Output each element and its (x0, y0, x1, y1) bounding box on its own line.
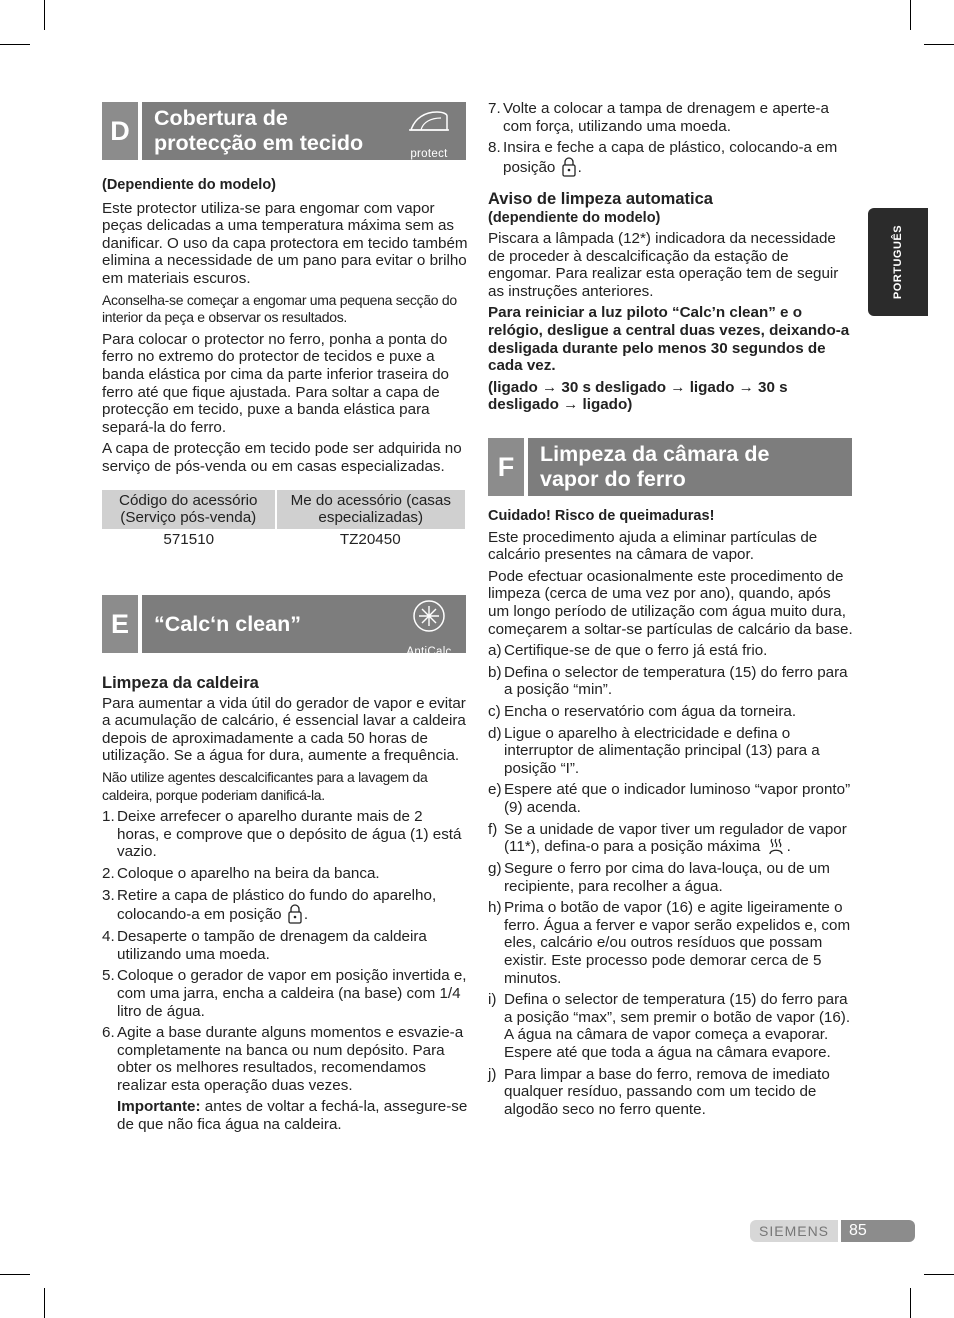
crop-mark (910, 1288, 911, 1318)
paragraph: Para colocar o protector no ferro, ponha a ponta do ferro no extremo do protector de tecidos e puxe a banda elástica por cima da parte inferior traseira do ferro até que fique ajustada. Para soltar a capa de protecção em tecido, puxe a banda elástica para separá-la do ferro. (102, 330, 449, 436)
paragraph: Este protector utiliza-se para engomar com vapor peças delicadas a uma temperatura máxima sem as danificar. O uso da capa protectora em tecido também elimina a necessidade de um pano para evitar o brilho em materiais escuros. (102, 199, 468, 287)
section-title (528, 438, 852, 496)
important-label: Importante: (117, 1098, 201, 1116)
list-item: b) Defina o selector de temperatura (15) do ferro para a posição “min”. (488, 663, 848, 699)
table-cell: 571510 (163, 530, 215, 548)
list-item: f) Se a unidade de vapor tiver um regulador de vapor (11*), defina-o para a posição máxima . (488, 820, 847, 856)
lock-icon (562, 157, 576, 177)
left-column (102, 177, 468, 550)
brand-label: SIEMENS (750, 1220, 838, 1242)
anticalc-icon (411, 598, 447, 634)
list-item: 8. Insira e feche a capa de plástico, colocando-a em posição . (488, 139, 838, 176)
list-item: c) Encha o reservatório com água da torneira. (488, 702, 797, 720)
right-column (488, 100, 854, 418)
list-item: j) Para limpar a base do ferro, remova de imediato qualquer resíduo, passando com um tecido de algodão seco no ferro quente. (488, 1065, 830, 1118)
page-footer (750, 1220, 915, 1242)
list-item: 3. Retire a capa de plástico do fundo do aparelho, colocando-a em posição . (102, 886, 437, 924)
lock-icon (288, 904, 302, 924)
list-item: i) Defina o selector de temperatura (15) do ferro para a posição “max”, sem premir o botão de vapor (16). A água na câmara de vapor começa a evaporar. Espere até que toda a água na câmara evapore. (488, 991, 851, 1062)
crop-mark (924, 44, 954, 45)
section-title-line1: Limpeza da câmara de (540, 442, 770, 466)
subheading: Limpeza da caldeira (102, 674, 259, 692)
right-column-lower (488, 508, 854, 1122)
paragraph: Aconselha-se começar a engomar uma pequena secção do interior da peça e observar os resultados. (102, 291, 457, 326)
page-number: 85 (841, 1220, 915, 1242)
protect-badge (402, 108, 456, 167)
steps-list-continued (488, 100, 854, 177)
crop-mark (0, 1274, 30, 1275)
section-title-line2: vapor do ferro (540, 467, 686, 491)
crop-mark (924, 1274, 954, 1275)
steps-list (488, 642, 854, 1118)
anticalc-badge (402, 598, 456, 665)
section-e-header (102, 595, 466, 658)
table-header: Me do acessório (casas especializadas) (276, 490, 465, 529)
section-letter: E (102, 595, 138, 653)
paragraph: (ligado → 30 s desligado → ligado → 30 s desligado → ligado) (488, 378, 788, 414)
list-item: d) Ligue o aparelho à electricidade e defina o interruptor de alimentação principal (13) para a posição “I”. (488, 724, 820, 777)
section-letter: D (102, 102, 138, 160)
list-item: g) Segure o ferro por cima do lava-louça, ou de um recipiente, para recolher a água. (488, 860, 830, 895)
model-note: (Dependiente do modelo) (102, 177, 276, 193)
model-note: (dependiente do modelo) (488, 210, 661, 227)
section-f-header (488, 438, 852, 496)
paragraph: Para reiniciar a luz piloto “Calc’n clean” e o relógio, desligue a central duas vezes, deixando-a desligada durante pelo menos 30 segundos de cada vez. (488, 304, 850, 375)
list-item: 7. Volte a colocar a tampa de drenagem e aperte-a com força, utilizando uma moeda. (488, 100, 829, 135)
steam-icon (767, 838, 785, 856)
paragraph: Para aumentar a vida útil do gerador de vapor e evitar a acumulação de calcário, é essencial lavar a caldeira depois de aproximadamente a cada 50 horas de utilização. Se a água for dura, aumente a frequência. (102, 694, 466, 765)
section-title-text: “Calc‘n clean” (154, 611, 301, 636)
list-item: h) Prima o botão de vapor (16) e agite ligeiramente o ferro. Água a ferver e vapor serão expelidos e, com eles, calcário e/ou outros resíduos que possam existir. Este processo pode demorar cerca de 5 minutos. (488, 899, 851, 987)
paragraph: Não utilize agentes descalcificantes para a lavagem da caldeira, porque poderiam danificá-la. (102, 768, 428, 803)
list-item: 4. Desaperte o tampão de drenagem da caldeira utilizando uma moeda. (102, 928, 427, 963)
important-text: antes de voltar a fechá-la, assegure-se de que não fica água na caldeira. (117, 1098, 468, 1134)
crop-mark (44, 1288, 45, 1318)
language-tab-label: PORTUGUÊS (892, 224, 904, 300)
table-header: Código do acessório (Serviço pós-venda) (102, 490, 276, 529)
list-item: e) Espere até que o indicador luminoso “vapor pronto” (9) acenda. (488, 781, 851, 816)
iron-icon (407, 108, 451, 134)
section-title (142, 595, 466, 658)
left-column-lower (102, 675, 468, 1138)
section-letter: F (488, 438, 524, 496)
section-title-line2: protecção em tecido (154, 131, 364, 155)
anticalc-label: AntiCalc (406, 646, 452, 658)
section-d-header (102, 102, 466, 160)
paragraph: Este procedimento ajuda a eliminar partículas de calcário presentes na câmara de vapor. (488, 528, 818, 564)
crop-mark (44, 0, 45, 30)
paragraph: Piscara a lâmpada (12*) indicadora da necessidade de proceder à descalcificação da estação de engomar. Para realizar esta operação tem de seguir as instruções anteriores. (488, 229, 839, 300)
accessory-table (102, 490, 465, 551)
steps-list (102, 808, 468, 1134)
protect-label: protect (410, 148, 448, 160)
list-item: 5. Coloque o gerador de vapor em posição invertida e, com uma jarra, encha a caldeira (na base) com 1/4 litro de água. (102, 967, 467, 1020)
crop-mark (910, 0, 911, 30)
list-item: 1. Deixe arrefecer o aparelho durante mais de 2 horas, e comprove que o depósito de água (1) está vazio. (102, 808, 462, 861)
paragraph: Pode efectuar ocasionalmente este procedimento de limpeza (cerca de uma vez por ano), quando, após um longo período de utilização com água muito dura, começarem a soltar-se partículas de calcário da base. (488, 567, 853, 638)
crop-mark (0, 44, 30, 45)
section-title (142, 102, 466, 160)
table-cell: TZ20450 (339, 530, 401, 548)
list-item: 6. Agite a base durante alguns momentos e esvazie-a completamente na banca ou num depósito. Para obter os melhores resultados, recomendamos realizar esta operação duas vezes. Importante: antes de voltar a fechá-la, assegure-se de que não fica água na caldeira. (102, 1024, 468, 1134)
warning-text: Cuidado! Risco de queimaduras! (488, 508, 715, 524)
section-title-line1: Cobertura de (154, 106, 288, 130)
subheading: Aviso de limpeza automatica (488, 189, 713, 208)
language-tab (868, 208, 928, 316)
list-item: a) Certifique-se de que o ferro já está frio. (488, 642, 768, 660)
list-item: 2. Coloque o aparelho na beira da banca. (102, 864, 380, 882)
paragraph: A capa de protecção em tecido pode ser adquirida no serviço de pós-venda ou em casas especializadas. (102, 440, 462, 475)
